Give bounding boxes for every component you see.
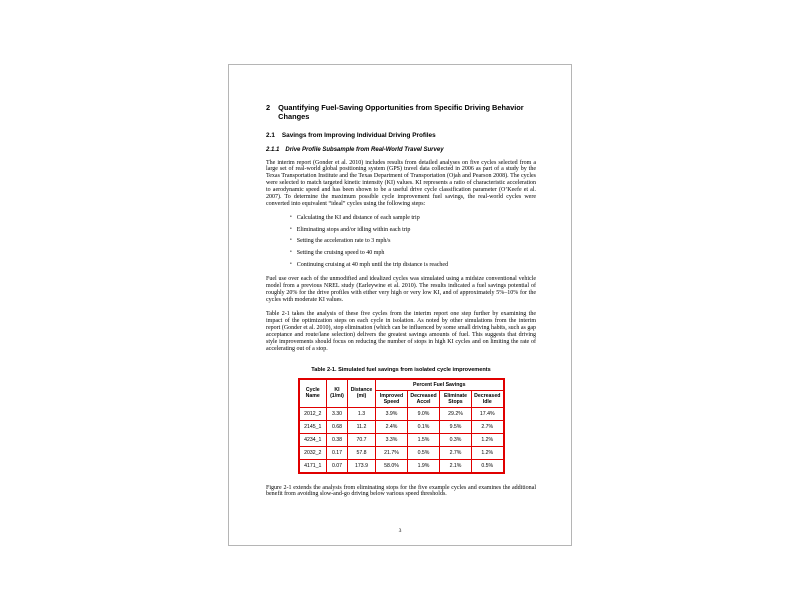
table-cell: 58.0% (376, 459, 408, 473)
table-cell: 1.9% (408, 459, 440, 473)
col-header-distance: Distance (mi) (348, 379, 376, 408)
table-cell: 2012_2 (299, 407, 327, 420)
table-row (299, 459, 504, 473)
table-row (299, 446, 504, 459)
table-row (299, 433, 504, 446)
subsubsection-heading (266, 147, 536, 154)
subsection-title: Savings from Improving Individual Driving Profiles (281, 132, 436, 139)
table-header-row (299, 379, 504, 391)
col-header-ki: KI (1/mi) (327, 379, 348, 408)
table-cell: 4171_1 (299, 459, 327, 473)
table-cell: 21.7% (376, 446, 408, 459)
table-cell: 29.2% (440, 407, 472, 420)
col-header-group-percent-fuel-savings: Percent Fuel Savings (376, 379, 504, 391)
list-item (290, 215, 536, 221)
bullet-icon: • (290, 226, 292, 232)
table-cell: 2.7% (440, 446, 472, 459)
table-cell: 1.2% (472, 433, 504, 446)
table-cell: 4234_1 (299, 433, 327, 446)
subsubsection-title: Drive Profile Subsample from Real-World Travel Survey (285, 146, 444, 153)
table-cell: 70.7 (348, 433, 376, 446)
subsubsection-number: 2.1.1 (266, 146, 280, 153)
col-header-cycle-name: Cycle Name (299, 379, 327, 408)
table-cell: 2145_1 (299, 420, 327, 433)
table-cell: 3.3% (376, 433, 408, 446)
section-title: Quantifying Fuel-Saving Opportunities from Specific Driving Behavior Changes (278, 103, 524, 121)
section-heading (266, 103, 536, 121)
table-cell: 1.5% (408, 433, 440, 446)
table-cell: 3.9% (376, 407, 408, 420)
analysis-paragraph: Table 2-1 takes the analysis of these five cycles from the interim report one step further by examining the impact of the optimization steps on each cycle in isolation. As noted by other simulations from the interim report (Gonder et al. 2010), stop elimination (which can be influenced by some small driving habits, such as gap acceptance and route/lane selection) delivers the greatest savings amounts of fuel. This suggests that driving style improvements should focus on reducing the number of stops in high KI cycles and on limiting the rate of accelerating out of a stop. (266, 311, 536, 352)
section-number: 2 (266, 103, 271, 112)
page-number: 3 (398, 528, 402, 534)
table-cell: 0.5% (472, 459, 504, 473)
ideal-cycle-steps-list (290, 215, 536, 269)
list-item-text: Setting the cruising speed to 40 mph (296, 250, 385, 257)
table-cell: 2.7% (472, 420, 504, 433)
bullet-icon: • (290, 262, 292, 268)
bullet-icon: • (290, 214, 292, 220)
table-cell: 1.2% (472, 446, 504, 459)
table-caption: Table 2-1. Simulated fuel savings from isolated cycle improvements (311, 366, 491, 373)
list-item-text: Calculating the KI and distance of each sample trip (296, 214, 420, 221)
table-cell: 0.38 (327, 433, 348, 446)
list-item (290, 227, 536, 233)
table-cell: 17.4% (472, 407, 504, 420)
list-item (290, 238, 536, 244)
col-header-eliminate-stops: Eliminate Stops (440, 390, 472, 407)
col-header-decreased-idle: Decreased Idle (472, 390, 504, 407)
table-cell: 2.4% (376, 420, 408, 433)
list-item-text: Eliminating stops and/or idling within each trip (296, 226, 411, 233)
simulation-results-paragraph: Fuel use over each of the unmodified and idealized cycles was simulated using a midsize conventional vehicle model from a previous NREL study (Earleywine et al. 2010). The results indicated a fuel savings potential of roughly 20% for the drive profiles with either very high or very low KI, and of approximately 5%–10% for the cycles with moderate KI values. (266, 276, 536, 304)
subsection-number: 2.1 (266, 132, 275, 139)
table-row (299, 407, 504, 420)
table-cell: 0.17 (327, 446, 348, 459)
list-item-text: Setting the acceleration rate to 3 mph/s (296, 238, 391, 245)
closing-paragraph: Figure 2-1 extends the analysis from eliminating stops for the five example cycles and examines the additional benefit from avoiding slow-and-go driving below various speed thresholds. (266, 484, 536, 498)
table-body (299, 407, 504, 473)
table-row (299, 420, 504, 433)
list-item (290, 262, 536, 268)
table-cell: 0.07 (327, 459, 348, 473)
subsection-heading (266, 132, 536, 140)
col-header-improved-speed: Improved Speed (376, 390, 408, 407)
table-cell: 0.3% (440, 433, 472, 446)
table-cell: 9.0% (408, 407, 440, 420)
intro-paragraph: The interim report (Gonder et al. 2010) includes results from detailed analyses on five cycles selected from a large set of real-world global positioning system (GPS) travel data collected in 2006 as part of a study by the Texas Transportation Institute and the Texas Department of Transportation (Ojah and Pearson 2008). The cycles were selected to match targeted kinetic intensity (KI) values. KI represents a ratio of characteristic acceleration to aerodynamic speed and has been shown to be a useful drive cycle classification parameter (O’Keefe et al. 2007). To determine the maximum possible cycle improvement fuel savings, the real-world cycles were converted into equivalent “ideal” cycles using the following steps: (266, 159, 536, 207)
table-cell: 0.68 (327, 420, 348, 433)
table-cell: 3.30 (327, 407, 348, 420)
table-header (299, 379, 504, 408)
table-cell: 2032_2 (299, 446, 327, 459)
table-cell: 1.3 (348, 407, 376, 420)
table-cell: 0.5% (408, 446, 440, 459)
bullet-icon: • (290, 238, 292, 244)
col-header-decreased-accel: Decreased Accel (408, 390, 440, 407)
table-cell: 11.2 (348, 420, 376, 433)
fuel-savings-table (298, 378, 505, 474)
table-cell: 57.8 (348, 446, 376, 459)
document-page (228, 64, 572, 546)
table-cell: 2.1% (440, 459, 472, 473)
list-item (290, 250, 536, 256)
bullet-icon: • (290, 250, 292, 256)
list-item-text: Continuing cruising at 40 mph until the trip distance is reached (296, 262, 449, 269)
table-cell: 173.9 (348, 459, 376, 473)
table-cell: 9.5% (440, 420, 472, 433)
table-cell: 0.1% (408, 420, 440, 433)
